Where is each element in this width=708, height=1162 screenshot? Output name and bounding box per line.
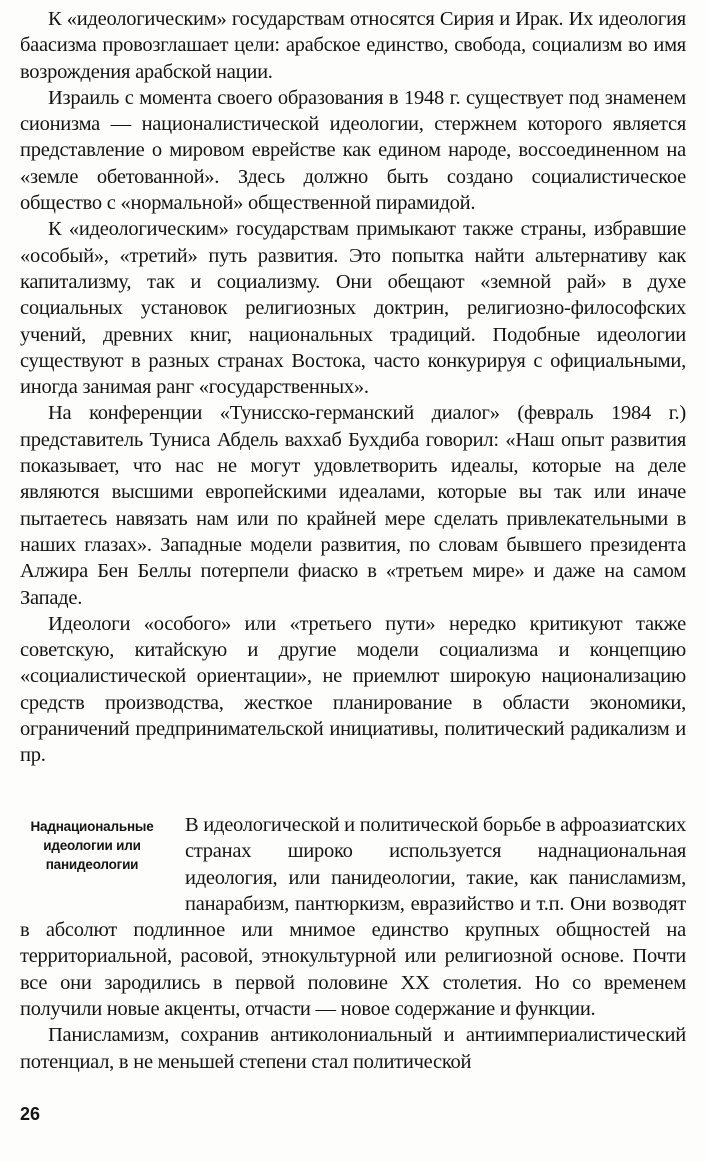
paragraph-conference: На конференции «Тунисско-германский диалог» (февраль 1984 г.) представитель Туниса Абдель ваххаб Бухдиба говорил: «Наш опыт развития показывает, что нас не могут удовлетворить идеалы, которые на деле являются высшими европейскими идеалами, которые вы так или иначе пытаетесь навязать нам или по крайней мере сделать привлекательными в наших глазах». Западные модели развития, по словам бывшего президента Алжира Бен Беллы потерпели фиаско в «третьем мире» и даже на самом Западе. xyxy=(20,402,686,609)
paragraph-ideologists: Идеологи «особого» или «третьего пути» нередко критикуют также советскую, китайскую и другие модели социализма и концепцию «социалистической ориентации», не приемлют широкую национализацию средств производства, жесткое планирование в области экономики, ограничений предпринимательской инициативы, политический радикализм и пр. xyxy=(20,612,686,767)
paragraph-syria-iraq: К «идеологическим» государствам относятся Сирия и Ирак. Их идеология баасизма провозглашает цели: арабское единство, свобода, социализм во имя возрождения арабской нации. xyxy=(20,8,686,83)
paragraph-panislamism: Панисламизм, сохранив антиколониальный и антиимпериалистический потенциал, в не меньшей степени стал политической xyxy=(20,1024,686,1073)
section-text xyxy=(20,812,686,1075)
paragraph-third-way: К «идеологическим» государствам примыкают также страны, избравшие «особый», «третий» путь развития. Это попытка найти альтернативу как капитализму, так и социализму. Они обещают «земной рай» в духе социальных установок религиозных доктрин, религиозно-философских учений, древних книг, национальных традиций. Подобные идеологии существуют в разных странах Востока, часто конкурируя с официальными, иногда занимая ранг «государственных». xyxy=(20,218,686,399)
paragraph-israel: Израиль с момента своего образования в 1948 г. существует под знаменем сионизма — националистической идеологии, стержнем которого является представление о мировом еврействе как едином народе, воссоединенном на «земле обетованной». Здесь должно быть создано социалистическое общество с «нормальной» общественной пирамидой. xyxy=(20,86,686,215)
section-heading: Наднациональные идеологии или панидеологии xyxy=(30,819,154,872)
paragraph-panideologies: В идеологической и политической борьбе в афроазиатских странах широко используется наднациональная идеология, или панидеологии, такие, как панисламизм, панарабизм, пантюркизм, евразийство и т.п. Они возводят в абсолют подлинное или мнимое единство крупных общностей на территориальной, расовой, этнокультурной или религиозной основе. Почти все они зародились в первой половине XX столетия. Но со временем получили новые акценты, отчасти — новое содержание и функции. xyxy=(20,814,686,1021)
page-number: 26 xyxy=(20,1104,41,1124)
heading-spacer xyxy=(20,812,185,915)
main-text xyxy=(20,6,686,769)
